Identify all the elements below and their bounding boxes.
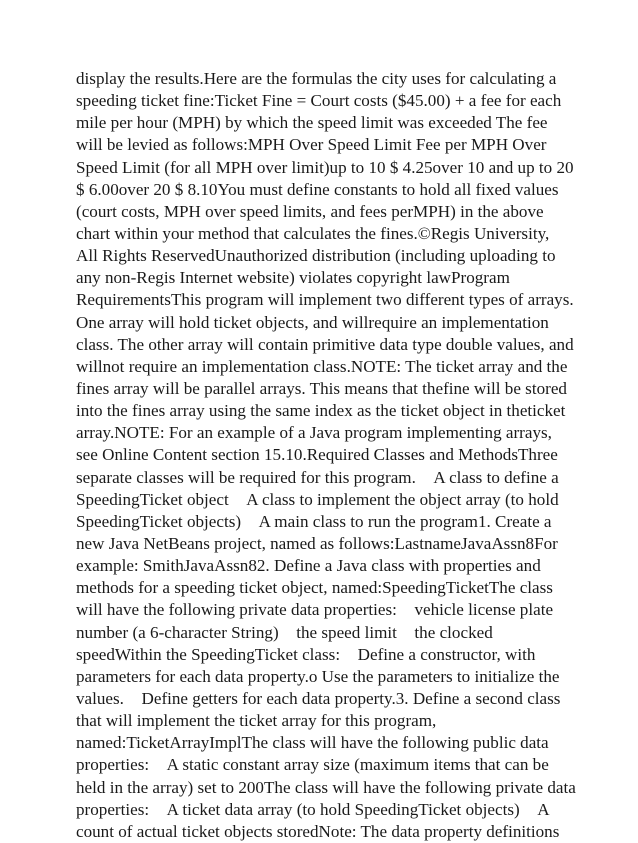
text-line: number (a 6-character String) the speed limit the clocked (76, 622, 467, 642)
text-line: any non-Regis Internet website) violates copyright lawProgram (76, 268, 510, 288)
text-line: fines array will be parallel arrays. This means that thefine will be stored (76, 378, 567, 398)
text-line: display the results.Here are the formulas the city uses for calculating a (76, 69, 557, 88)
text-line: RequirementsThis program will implement two different types of arrays. (76, 290, 574, 310)
text-line: example: SmithJavaAssn82. Define a Java class with properties and (76, 556, 541, 576)
text-line: chart within your method that calculates the fines.©Regis University, (76, 223, 550, 243)
text-line: All Rights ReservedUnauthorized distribution (including uploading to (76, 246, 556, 266)
text-line: new Java NetBeans project, named as follows:LastnameJavaAssn8For (76, 533, 558, 553)
text-line: (court costs, MPH over speed limits, and fees perMPH) in the above (76, 201, 544, 221)
text-line: array.NOTE: For an example of a Java program implementing arrays, (76, 423, 552, 443)
text-line: that will implement the ticket array for this program, (76, 711, 437, 731)
text-line: mile per hour (MPH) by which the speed limit was exceeded The fee (76, 113, 548, 133)
text-line: count of actual ticket objects storedNote: The data property definitions (76, 821, 560, 841)
text-line: properties: A static constant array size (maximum items that can be (76, 755, 535, 775)
text-line: Speed Limit (for all MPH over limit)up to 10 $ 4.25over 10 and up to 20 (76, 157, 574, 177)
text-line: $ 6.00over 20 $ 8.10You must define constants to hold all fixed values (76, 179, 559, 199)
text-line: SpeedingTicket object A class to implement the object array (to hold (76, 489, 545, 509)
text-line: held in the array) set to 200The class will have the following private data (76, 777, 576, 797)
text-line: will be levied as follows:MPH Over Speed Limit Fee per MPH Over (76, 135, 547, 155)
text-line: into the fines array using the same index as the ticket object in theticket (76, 401, 566, 421)
text-line: parameters for each data property.o Use the parameters to initialize the (76, 666, 560, 686)
text-line: One array will hold ticket objects, and willrequire an implementation (76, 312, 549, 332)
text-line: class. The other array will contain primitive data type double values, and (76, 334, 574, 354)
text-line: speedWithin the SpeedingTicket class: Define a constructor, with (76, 644, 523, 664)
text-line: SpeedingTicket objects) A main class to run the program1. Create a (76, 511, 538, 531)
text-line: values. Define getters for each data property.3. Define a second class (76, 688, 548, 708)
text-line: see Online Content section 15.10.Required Classes and MethodsThree (76, 445, 558, 465)
text-line: methods for a speeding ticket object, named:SpeedingTicketThe class (76, 578, 553, 598)
text-line: separate classes will be required for this program. A class to define a (76, 467, 545, 487)
text-line: willnot require an implementation class.NOTE: The ticket array and the (76, 356, 568, 376)
document-text (76, 68, 576, 843)
text-line: properties: A ticket data array (to hold SpeedingTicket objects) A (76, 799, 522, 819)
text-line: will have the following private data properties: vehicle license plate (76, 600, 540, 620)
text-line: speeding ticket fine:Ticket Fine = Court costs ($45.00) + a fee for each (76, 91, 562, 111)
text-line: named:TicketArrayImplThe class will have the following public data (76, 733, 549, 753)
